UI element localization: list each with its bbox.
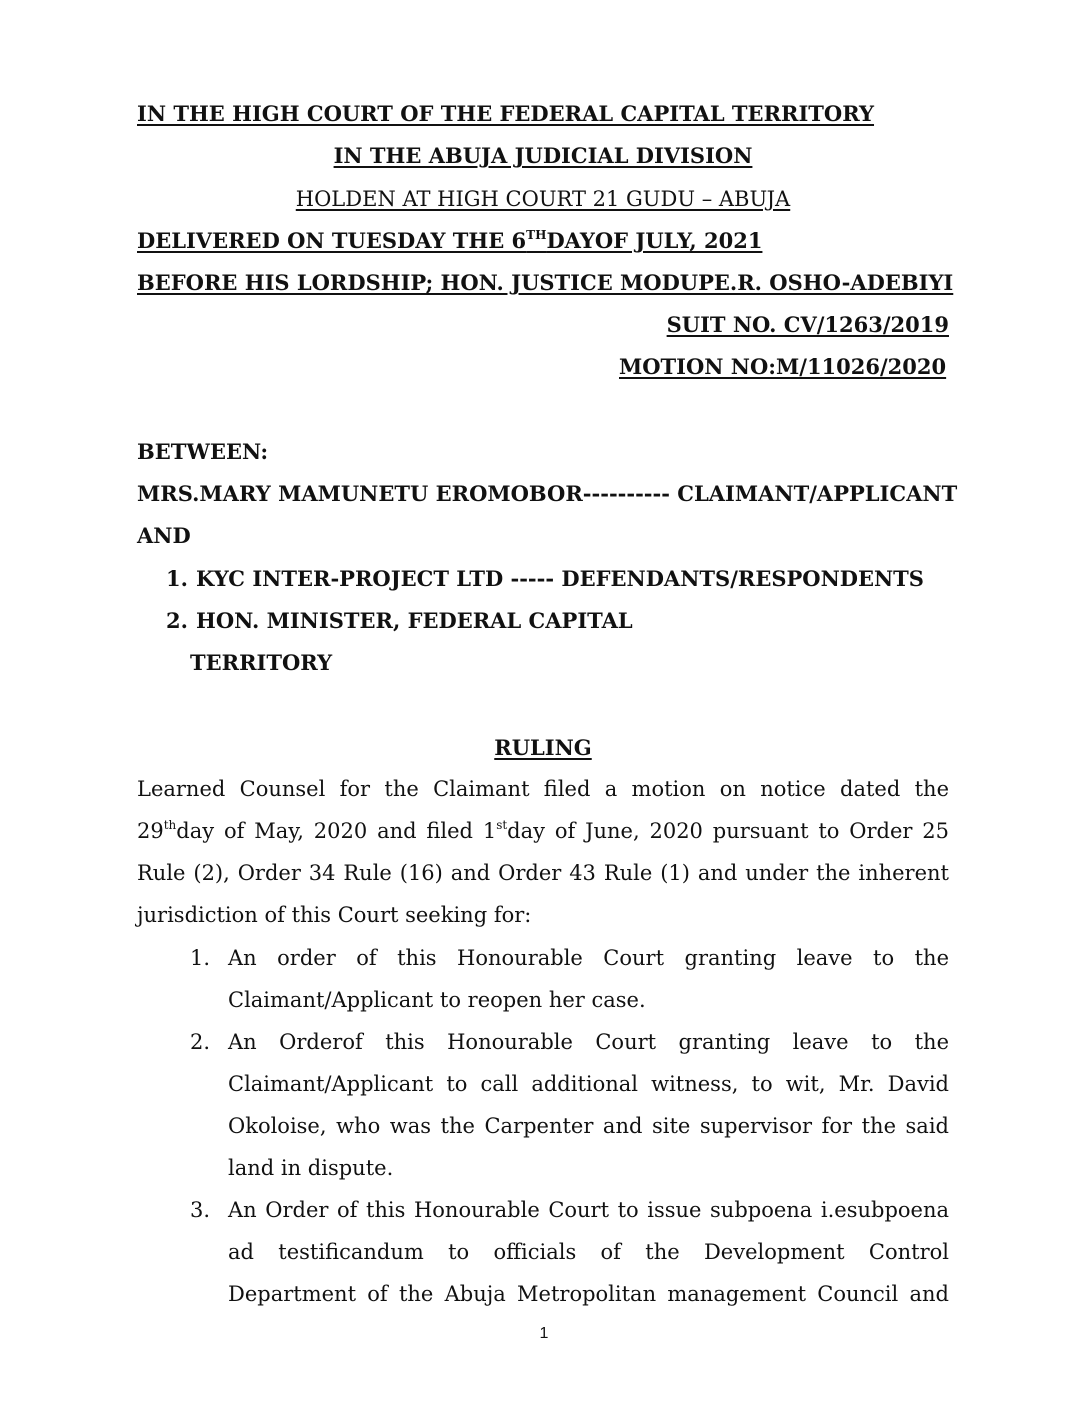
- between-label: BETWEEN:: [137, 439, 269, 464]
- and-label: AND: [137, 523, 191, 548]
- prayer-item-2: [190, 1021, 949, 1189]
- prayer-number: 1.: [190, 946, 211, 970]
- defendant-2-line: HON. MINISTER, FEDERAL CAPITAL: [196, 608, 633, 633]
- motion-number: MOTION NO:M/11026/2020: [619, 354, 947, 379]
- intro-line: 29thday of May, 2020 and filed 1stday of June, 2020 pursuant to Order 25: [137, 818, 950, 843]
- intro-line: Rule (2), Order 34 Rule (16) and Order 43 Rule (1) and under the inherent: [137, 861, 949, 885]
- prayer-line: Claimant/Applicant to reopen her case.: [228, 988, 646, 1012]
- intro-line: jurisdiction of this Court seeking for:: [137, 903, 532, 927]
- prayer-line: An order of this Honourable Court granting leave to the: [228, 946, 949, 970]
- ruling-title: RULING: [494, 735, 592, 760]
- prayer-line: Claimant/Applicant to call additional witness, to wit, Mr. David: [228, 1072, 949, 1096]
- judge-line: BEFORE HIS LORDSHIP; HON. JUSTICE MODUPE.R. OSHO-ADEBIYI: [137, 270, 954, 295]
- prayer-line: An Order of this Honourable Court to issue subpoena i.esubpoena: [228, 1198, 949, 1222]
- delivery-date: DELIVERED ON TUESDAY THE 6THDAYOF JULY, 2021: [137, 228, 763, 253]
- prayer-line: Department of the Abuja Metropolitan management Council and: [228, 1282, 949, 1306]
- defendant-2-line-continued: TERRITORY: [190, 650, 333, 675]
- prayer-line: Okoloise, who was the Carpenter and site supervisor for the said: [228, 1114, 949, 1138]
- prayer-line: ad testificandum to officials of the Development Control: [228, 1240, 949, 1264]
- prayer-line: An Orderof this Honourable Court granting leave to the: [228, 1030, 949, 1054]
- prayer-line: land in dispute.: [228, 1156, 394, 1180]
- court-heading: IN THE HIGH COURT OF THE FEDERAL CAPITAL TERRITORY: [137, 101, 875, 126]
- holden-heading: HOLDEN AT HIGH COURT 21 GUDU – ABUJA: [295, 187, 791, 211]
- defendant-2-number: 2.: [166, 608, 188, 633]
- defendant-1-line: KYC INTER-PROJECT LTD ----- DEFENDANTS/RESPONDENTS: [196, 566, 924, 591]
- ruling-intro-paragraph: [137, 768, 949, 936]
- defendant-1-number: 1.: [166, 566, 188, 591]
- suit-number: SUIT NO. CV/1263/2019: [666, 312, 949, 337]
- prayer-item-1: [190, 937, 949, 1021]
- prayer-number: 3.: [190, 1198, 211, 1222]
- division-heading: IN THE ABUJA JUDICIAL DIVISION: [333, 143, 753, 168]
- page-number: 1: [539, 1325, 549, 1342]
- prayer-item-3: [190, 1189, 949, 1315]
- prayer-number: 2.: [190, 1030, 211, 1054]
- claimant-line: MRS.MARY MAMUNETU EROMOBOR---------- CLAIMANT/APPLICANT: [137, 481, 958, 506]
- intro-line: Learned Counsel for the Claimant filed a motion on notice dated the: [137, 777, 949, 801]
